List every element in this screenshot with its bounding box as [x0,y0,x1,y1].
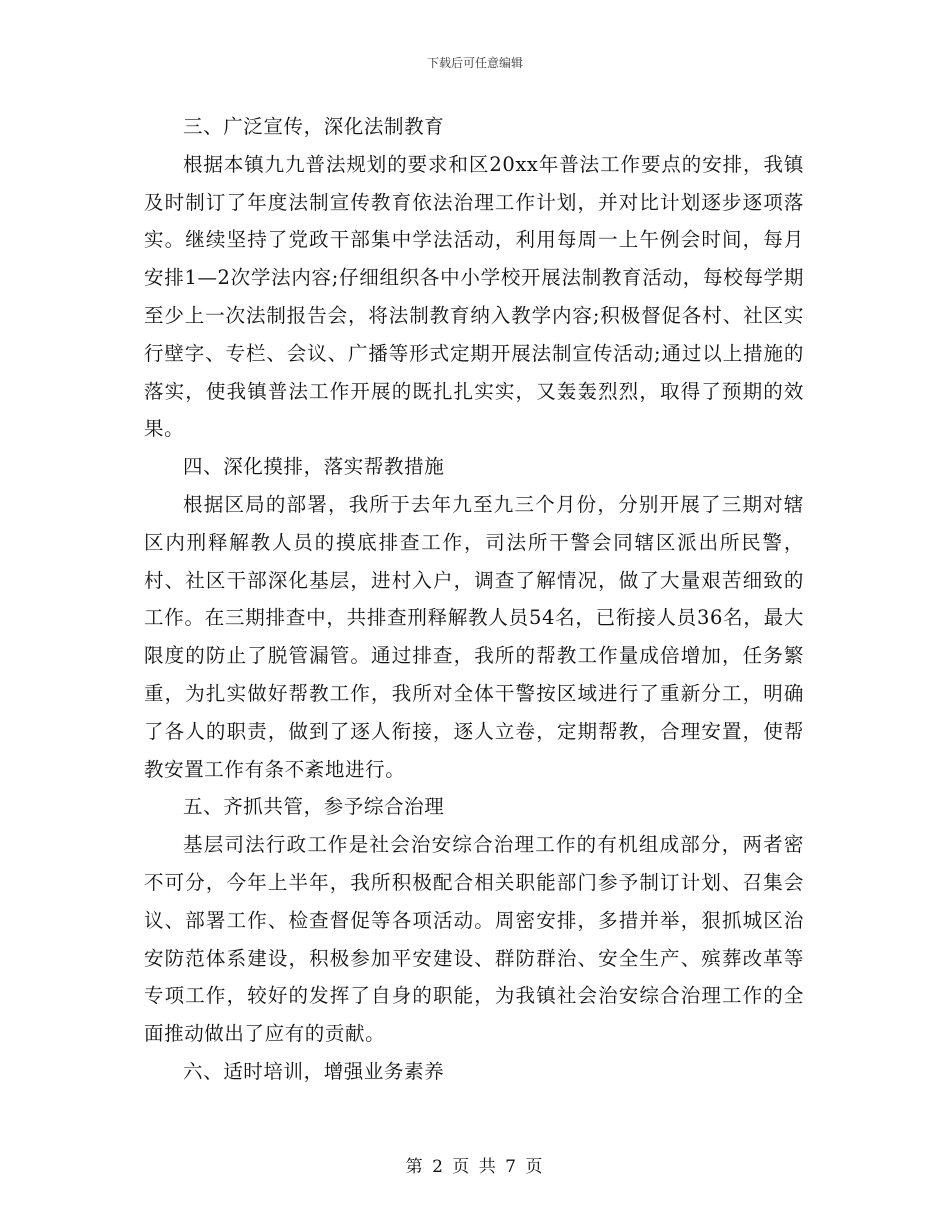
footer-suffix: 页 [525,1157,545,1177]
footer-prefix: 第 [405,1157,425,1177]
section-heading: 六、适时培训，增强业务素养 [183,1059,445,1083]
section-paragraph: 根据本镇九九普法规划的要求和区20xx年普法工作要点的安排，我镇及时制订了年度法制宣传教育依法治理工作计划，并对比计划逐步逐项落实。继续坚持了党政干部集中学法活动，利用每周一上午例会时间，每月安排1—2次学法内容;仔细组织各中小学校开展法制教育活动，每校每学期至少上一次法制报告会，将法制教育纳入教学内容;积极督促各村、社区实行壁字、专栏、会议、广播等形式定期开展法制宣传活动;通过以上措施的落实，使我镇普法工作开展的既扎扎实实，又轰轰烈烈，取得了预期的效果。 [144,152,804,441]
footer-page-number: 2 [432,1157,445,1177]
page-header: 下载后可任意编辑 [426,56,523,70]
section-paragraph: 基层司法行政工作是社会治安综合治理工作的有机组成部分，两者密不可分，今年上半年，我所积极配合相关职能部门参予制订计划、召集会议、部署工作、检查督促等各项活动。周密安排，多措并举，狠抓城区治安防范体系建设，积极参加平安建设、群防群治、安全生产、殡葬改革等专项工作，较好的发挥了自身的职能，为我镇社会治安综合治理工作的全面推动做出了应有的贡献。 [144,833,804,1046]
footer-middle: 页 共 [452,1157,498,1177]
document-body [144,108,804,1091]
footer-total-pages: 7 [505,1157,518,1177]
page-footer [0,1152,950,1177]
section-heading: 五、齐抓共管，参予综合治理 [183,795,445,819]
section-paragraph: 根据区局的部署，我所于去年九至九三个月份，分别开展了三期对辖区内刑释解教人员的摸底排查工作，司法所干警会同辖区派出所民警，村、社区干部深化基层，进村入户，调查了解情况，做了大量艰苦细致的工作。在三期排查中，共排查刑释解教人员54名，已衔接人员36名，最大限度的防止了脱管漏管。通过排查，我所的帮教工作量成倍增加，任务繁重，为扎实做好帮教工作，我所对全体干警按区域进行了重新分工，明确了各人的职责，做到了逐人衔接，逐人立卷，定期帮教，合理安置，使帮教安置工作有条不紊地进行。 [144,492,804,781]
section-heading: 四、深化摸排，落实帮教措施 [183,455,445,479]
section-heading: 三、广泛宣传，深化法制教育 [183,115,445,138]
